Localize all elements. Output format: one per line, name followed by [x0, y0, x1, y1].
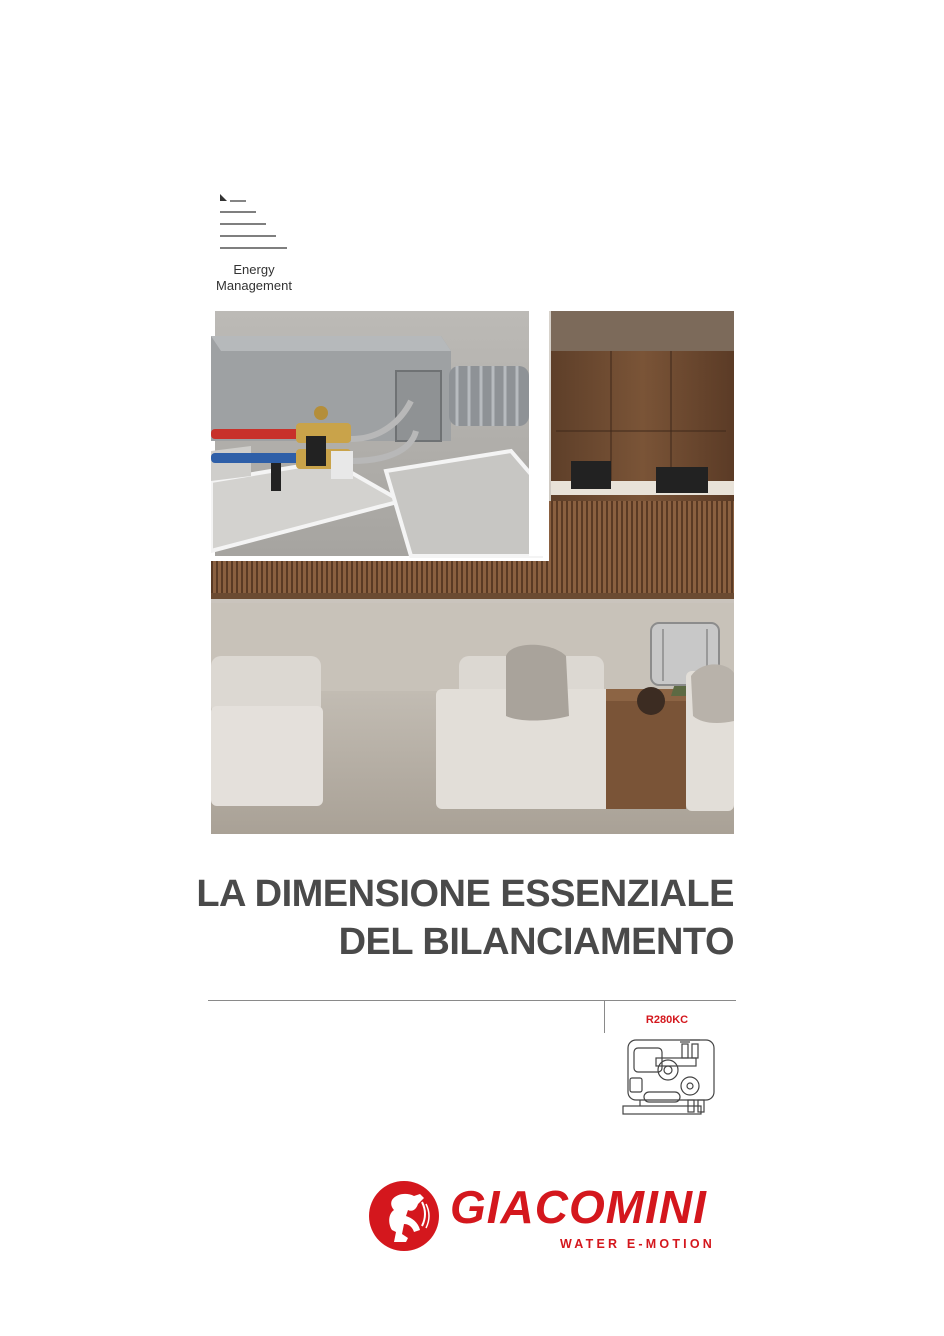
brand-tagline: WATER E-MOTION [560, 1237, 715, 1251]
title-line1: LA DIMENSIONE ESSENZIALE [196, 873, 734, 915]
energy-management-icon [218, 192, 290, 252]
giacomini-logo-icon [368, 1180, 440, 1252]
category-line1: Energy [233, 262, 275, 277]
brand-name: GIACOMINI [450, 1181, 707, 1233]
brand-logo [368, 1180, 740, 1256]
divider-vertical [604, 1000, 605, 1033]
divider-horizontal [208, 1000, 736, 1001]
category-line2: Management [216, 278, 292, 293]
product-code: R280KC [645, 1014, 689, 1026]
hotel-lobby-fan-coil-photo [211, 311, 734, 834]
category-label [200, 262, 308, 294]
valve-kit-drawing-icon [620, 1034, 716, 1118]
page-title [160, 870, 734, 966]
title-line2: DEL BILANCIAMENTO [338, 921, 734, 963]
